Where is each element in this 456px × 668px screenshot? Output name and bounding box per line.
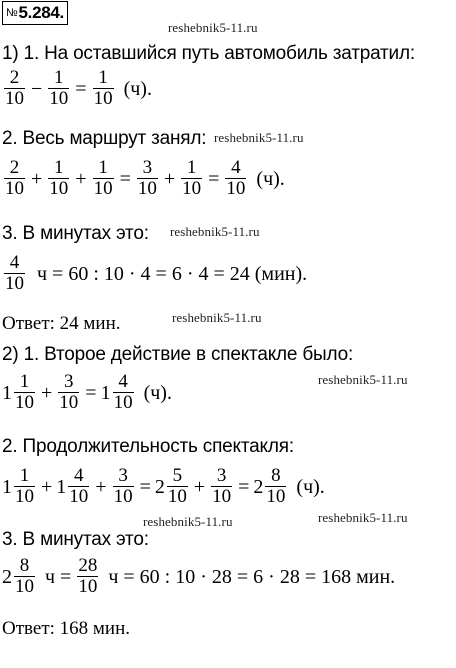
fraction: $\frac{1}{10}$ [93, 157, 113, 200]
step-2-1-expression: 1 $\frac{1}{10}$ + $\frac{3}{10}$ = 1 $\frac{4}{10}$ (ч). [2, 371, 172, 414]
fraction: $\frac{4}{10}$ [5, 252, 24, 295]
answer-2: Ответ: 168 мин. [2, 618, 131, 639]
fraction: $\frac{8}{10}$ [266, 465, 286, 508]
fraction: $\frac{1}{10}$ [49, 157, 69, 200]
fraction: $\frac{4}{10}$ [226, 157, 246, 200]
fraction: $\frac{3}{10}$ [137, 157, 157, 200]
fraction: $\frac{4}{10}$ [69, 465, 89, 508]
watermark: reshebnik5-11.ru [318, 510, 408, 525]
watermark: reshebnik5-11.ru [143, 514, 233, 529]
watermark: reshebnik5-11.ru [170, 224, 260, 239]
fraction: $\frac{1}{10}$ [93, 67, 113, 110]
watermark: reshebnik5-11.ru [172, 310, 262, 325]
fraction: $\frac{1}{10}$ [15, 371, 34, 414]
step-1-2-text: 2. Весь маршрут занял: [2, 128, 207, 149]
step-1-3-expression: $\frac{4}{10}$ ч = 60 : 10 · 4 = 6 · 4 = 24 (мин). [5, 252, 308, 295]
step-2-1-text: 2) 1. Второе действие в спектакле было: [2, 344, 354, 365]
fraction: $\frac{3}{10}$ [59, 371, 79, 414]
fraction: $\frac{5}{10}$ [167, 465, 187, 508]
fraction: $\frac{3}{10}$ [113, 465, 133, 508]
step-2-2-expression: 1 $\frac{1}{10}$ + 1 $\frac{4}{10}$ + $\frac{3}{10}$ = 2 $\frac{5}{10}$ + $\frac{3}{10}$ = 2 $\frac{8}{10}$ (ч). [2, 465, 325, 508]
fraction: $\frac{1}{10}$ [15, 465, 34, 508]
fraction: $\frac{1}{10}$ [182, 157, 202, 200]
step-2-3-expression: 2 $\frac{8}{10}$ ч = $\frac{28}{10}$ ч = 60 : 10 · 28 = 6 · 28 = 168 мин. [2, 555, 396, 598]
watermark: reshebnik5-11.ru [168, 20, 258, 35]
fraction: $\frac{2}{10}$ [5, 67, 24, 110]
problem-number-badge [2, 1, 68, 25]
problem-number: 5.284. [18, 3, 64, 22]
step-2-3-text: 3. В минутах это: [2, 529, 149, 550]
step-1-1-expression: $\frac{2}{10}$ − $\frac{1}{10}$ = $\frac{1}{10}$ (ч). [5, 67, 152, 110]
fraction: $\frac{2}{10}$ [5, 157, 24, 200]
fraction: $\frac{28}{10}$ [78, 555, 98, 598]
fraction: $\frac{4}{10}$ [113, 371, 133, 414]
step-2-2-text: 2. Продолжительность спектакля: [2, 436, 294, 457]
step-1-1-text: 1) 1. На оставшийся путь автомобиль затратил: [2, 43, 415, 64]
fraction: $\frac{8}{10}$ [15, 555, 34, 598]
answer-1: Ответ: 24 мин. [2, 313, 121, 334]
fraction: $\frac{1}{10}$ [49, 67, 69, 110]
fraction: $\frac{3}{10}$ [212, 465, 232, 508]
step-1-2-expression: $\frac{2}{10}$ + $\frac{1}{10}$ + $\frac{1}{10}$ = $\frac{3}{10}$ + $\frac{1}{10}$ = $\frac{4}{10}$ (ч). [5, 157, 285, 200]
number-sign: № [6, 7, 18, 19]
watermark: reshebnik5-11.ru [214, 130, 304, 145]
step-1-3-text: 3. В минутах это: [2, 223, 149, 244]
watermark: reshebnik5-11.ru [318, 372, 408, 387]
